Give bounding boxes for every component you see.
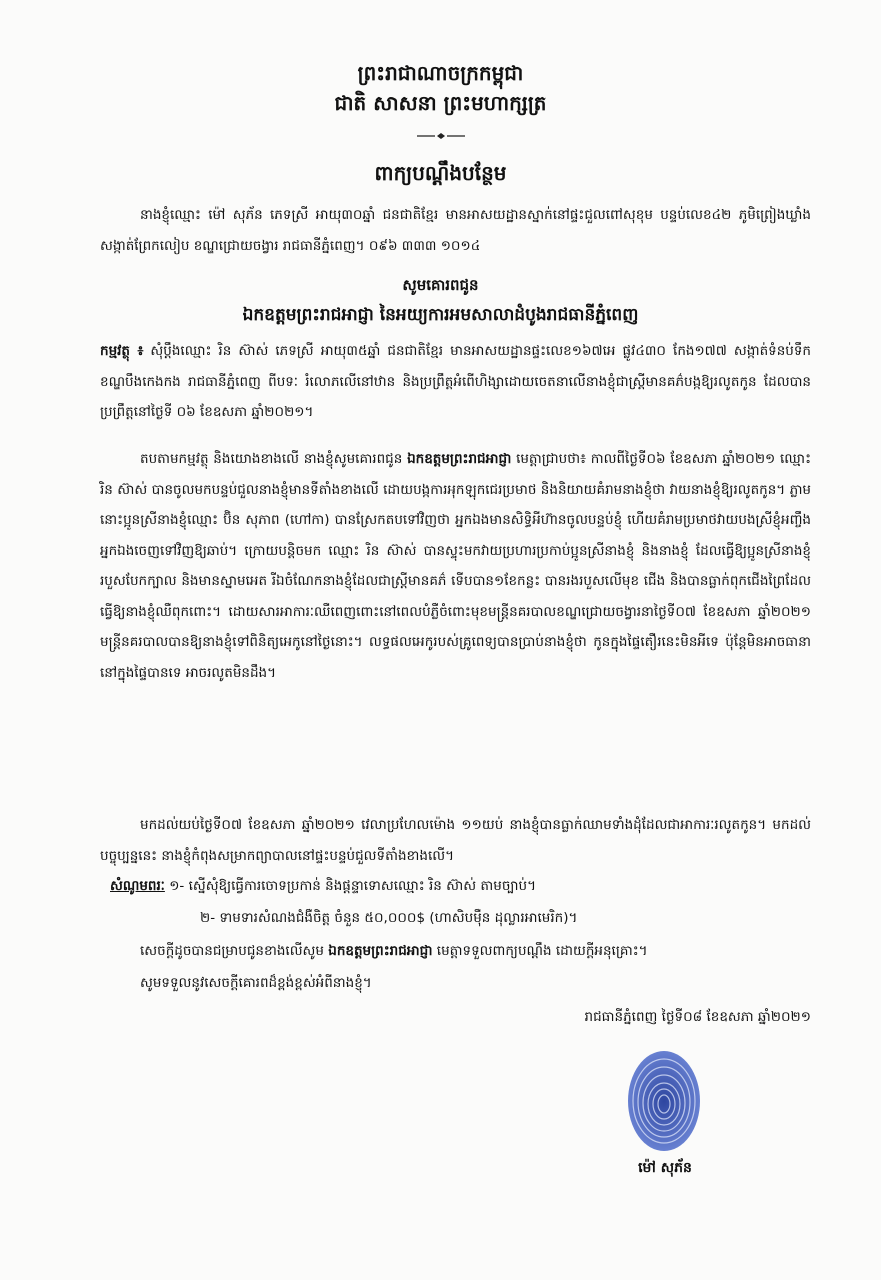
intro-paragraph: នាងខ្ញុំឈ្មោះ ម៉ៅ សុភ័ន ភេទស្រី អាយុ៣០ឆ្នាំ ជនជាតិខ្មែរ មានអាសយដ្ឋានស្នាក់នៅផ្ទះជួលពៅសុខុម បន្ទប់លេខ៤២ ភូមិព្រៀងឃ្លាំង សង្កាត់ព្រែកលៀប ខណ្ឌជ្រោយចង្វារ រាជធានីភ្នំពេញ។ ០៩៦ ៣៣៣ ១០១៤	[100, 207, 811, 254]
kingdom-name: ព្រះរាជាណាចក្រកម្ពុជា	[357, 61, 524, 85]
closing-p1-before: សេចក្តីដូចបានជម្រាបជូនខាងលើសូម	[140, 943, 324, 959]
subject-paragraph	[100, 336, 811, 428]
request-item-1-line	[110, 872, 536, 900]
subject-text: សុំប្តឹងឈ្មោះ រិន ស៊ាស់ ភេទស្រី អាយុ៣៥ឆ្នាំ ជនជាតិខ្មែរ មានអាសយដ្ឋានផ្ទះលេខ១៦៧អេ ផ្លូវ៤៣០ កែង១៧៧ សង្កាត់ទំនប់ទឹក ខណ្ឌបឹងកេងកង រាជធានីភ្នំពេញ ពីបទៈ រំលោភលើនៅឋាន និងប្រព្រឹត្តអំពើហិង្សាដោយចេតនាលើនាងខ្ញុំជាស្ត្រីមានគភ៌បង្កឱ្យរលូតកូន ដែលបានប្រព្រឹត្តនៅថ្ងៃទី ០៦ ខែឧសភា ឆ្នាំ២០២១។	[100, 343, 811, 420]
recipient-greeting: សូមគោរពជូន	[402, 276, 479, 294]
national-motto: ជាតិ សាសនា ព្រះមហាក្សត្រ	[334, 91, 547, 115]
closing-p1-after: មេត្តាទទួលពាក្យបណ្តឹង ដោយក្តីអនុគ្រោះ។	[436, 943, 648, 959]
place-and-date: រាជធានីភ្នំពេញ ថ្ងៃទី០៨ ខែឧសភា ឆ្នាំ២០២១	[584, 1009, 811, 1025]
closing-regards: សូមទទួលនូវសេចក្តីគោរពដ៏ខ្ពង់ខ្ពស់អំពីនាងខ្ញុំ។	[140, 975, 372, 991]
request-item-1: ១- ស្នើសុំឱ្យធ្វើការចោទប្រកាន់ និងផ្តន្ទាទោសឈ្មោះ រិន ស៊ាស់ តាមច្បាប់។	[169, 878, 536, 894]
recipient-block	[0, 270, 881, 330]
letterhead	[0, 58, 881, 118]
requests-label: សំណូមពរៈ	[110, 878, 165, 894]
closing-paragraph	[100, 936, 811, 967]
closing-p1-bold: ឯកឧត្តមព្រះរាជអាជ្ញា	[328, 943, 433, 959]
request-item-2-line	[200, 904, 577, 932]
body-p1-after: មេត្តាជ្រាបថា៖ កាលពីថ្ងៃទី០៦ ខែឧសភា ឆ្នាំ២០២១ ឈ្មោះ រិន ស៊ាស់ បានចូលមកបន្ទប់ជួលនាងខ្ញុំមានទីតាំងខាងលើ ដោយបង្កការអុកឡុកជេរប្រមាថ និងនិយាយគំរាមនាងខ្ញុំថា វាយនាងខ្ញុំឱ្យរលូតកូន។ ភ្លាមនោះប្អូនស្រីនាងខ្ញុំឈ្មោះ ប៊ិន សុភាព (ហៅកា) បានស្រែកតបទៅវិញថា អ្នកឯងមានសិទ្ធិអីហ៊ានចូលបន្ទប់ខ្ញុំ ហើយគំរាមប្រមាថវាយបងស្រីខ្ញុំអញ្ចឹង អ្នកឯងចេញទៅវិញឱ្យឆាប់។ ក្រោយបន្តិចមក ឈ្មោះ រិន ស៊ាស់ បានស្ទុះមកវាយប្រហារប្រកាប់ប្អូនស្រីនាងខ្ញុំ និងនាងខ្ញុំ ដែលធ្វើឱ្យប្អូនស្រីនាងខ្ញុំរបួសបែកក្បាល និងមានស្នាមអេត រីឯចំណែកនាងខ្ញុំដែលជាស្ត្រីមានគភ៌ ទើបបាន១ខែកន្លះ បានរងរបួសលើមុខ ជើង និងបានធ្លាក់ពុកជើងព្រៃដែលធ្វើឱ្យនាងខ្ញុំឈឺពុកពោះ។ ដោយសារអាការៈឈឺពេញពោះនៅពេលបំភ្លឺចំពោះមុខមន្ត្រីនគរបាលខណ្ឌជ្រោយចង្វារនាថ្ងៃទី០៧ ខែឧសភា ឆ្នាំ២០២១ មន្ត្រីនគរបាលបានឱ្យនាងខ្ញុំទៅពិនិត្យអេកូនៅថ្ងៃនោះ។ លទ្ធផលអេកូរបស់គ្រូពេទ្យបានប្រាប់នាងខ្ញុំថា កូនក្នុងផ្ទៃតឿរនេះមិនអីទេ ប៉ុន្តែមិនអាចធានានៅក្នុងផ្ទៃបានទេ អាចរលូតមិនដឹង។	[100, 451, 812, 681]
body-p1-before: តបតាមកម្មវត្ថុ និងយោងខាងលើ នាងខ្ញុំសូមគោរពជូន	[140, 451, 403, 467]
body-p1-bold: ឯកឧត្តមព្រះរាជអាជ្ញា	[407, 451, 512, 467]
subject-label: កម្មវត្ថុ ៖	[100, 343, 144, 359]
thumbprint-icon	[625, 1048, 703, 1154]
body-paragraph-1	[100, 444, 811, 688]
signer-name: ម៉ៅ សុភ័ន	[638, 1160, 692, 1176]
document-title: ពាក្យបណ្តឹងបន្ថែម	[374, 161, 507, 185]
request-item-2: ២- ទាមទារសំណងជំងឺចិត្ត ចំនួន ៥០,០០០$ (ហាសិបម៉ឺន ដុល្លារអាមេរិក)។	[200, 910, 578, 926]
ornament-divider	[415, 132, 467, 140]
recipient-name: ឯកឧត្តមព្រះរាជអាជ្ញា នៃអយ្យការអមសាលាដំបូងរាជធានីភ្នំពេញ	[242, 305, 639, 325]
body-paragraph-2: មកដល់យប់ថ្ងៃទី០៧ ខែឧសភា ឆ្នាំ២០២១ វេលាប្រហែលម៉ោង ១១យប់ នាងខ្ញុំបានធ្លាក់ឈាមទាំងដុំដែលជាអាការៈរលូតកូន។ មកដល់បច្ចុប្បន្ននេះ នាងខ្ញុំកំពុងសម្រាកព្យាបាលនៅផ្ទះបន្ទប់ជួលទីតាំងខាងលើ។	[100, 817, 811, 864]
